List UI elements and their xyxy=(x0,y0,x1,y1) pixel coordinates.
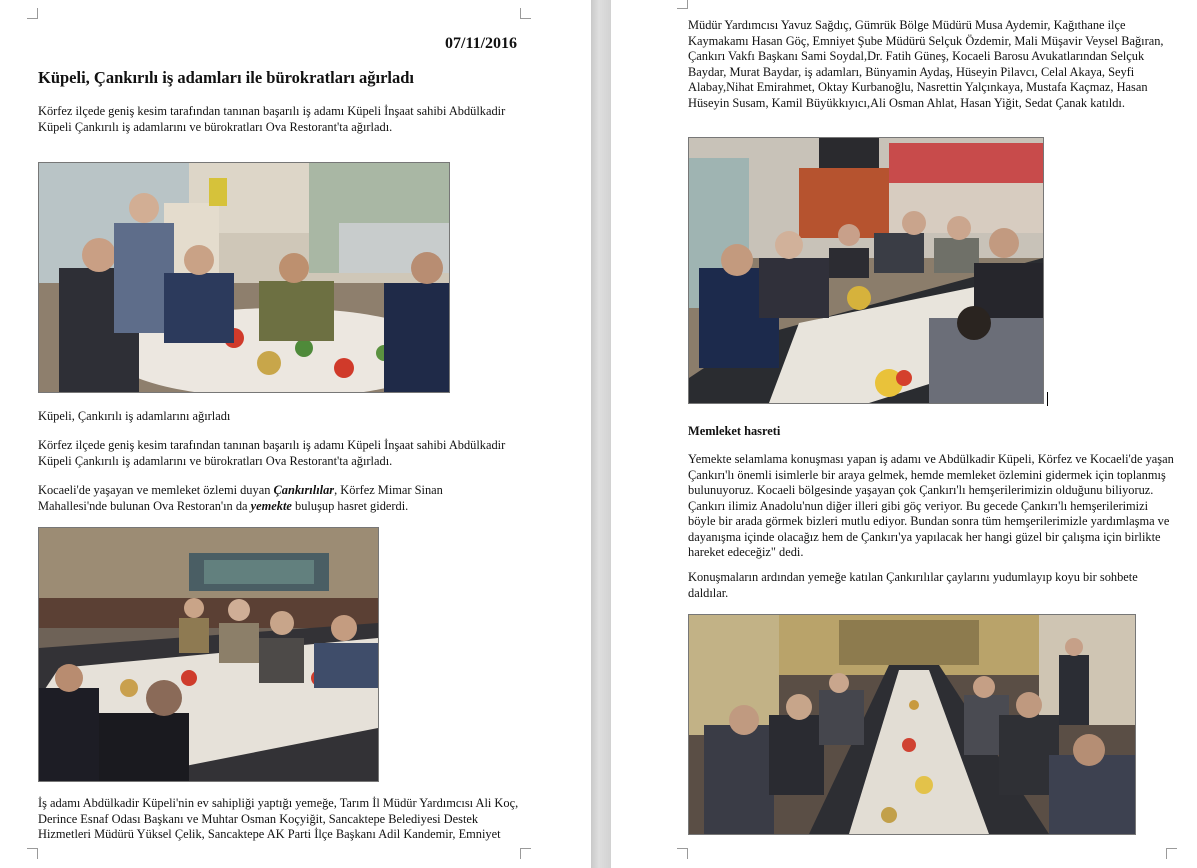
margin-marker xyxy=(27,848,38,859)
bold-italic-text: yemekte xyxy=(250,498,292,513)
closing-paragraph: Konuşmaların ardından yemeğe katılan Çankırılılar çaylarını yudumlayıp koyu bir sohbete daldılar. xyxy=(688,570,1138,600)
text-cursor xyxy=(1047,392,1048,406)
body-paragraph: Körfez ilçede geniş kesim tarafından tanınan başarılı iş adamı Küpeli İnşaat sahibi Abdülkadir Küpeli Çankırılı iş adamlarını ve bürokratları Ova Restorant'ta ağırladı. xyxy=(38,438,506,468)
bold-italic-text: Çankırılılar xyxy=(273,483,335,497)
page-gap xyxy=(591,0,611,868)
body-paragraph-attendees-cont: Müdür Yardımcısı Yavuz Sağdıç, Gümrük Bölge Müdürü Musa Aydemir, Kağıthane ilçe Kaymakamı Hasan Göç, Emniyet Şube Müdürü Selçuk Özdemir, Mali Müşavir Veysel Bağıran, Çankırı Vakfı Başkanı Sami Soydal,Dr. Fatih Güneş, Kocaeli Barosu Avukatlarından Selçuk Baydar, Murat Baydar, iş adamları, Bünyamin Aydaş, Hüseyin Pilavcı, Celal Akaya, Seyfi Alabay,Nihat Emirahmet, Oktay Kurbanoğlu, Nasrettin Yalçınkaya, Mustafa Kaçmaz, Hasan Hüseyin Susam, Kamil Büyükkıyıcı,Ali Osman Ahlat, Hasan Yiğit, Sedat Çanak katıldı. xyxy=(688,18,1164,110)
intro-paragraph: Körfez ilçede geniş kesim tarafından tanınan başarılı iş adamı Küpeli İnşaat sahibi Abdülkadir Küpeli Çankırılı iş adamlarını ve bürokratları Ova Restorant'ta ağırladı. xyxy=(38,104,506,134)
photo-long-table-dinner[interactable] xyxy=(38,527,379,782)
margin-marker xyxy=(520,8,531,19)
margin-marker xyxy=(520,848,531,859)
text-run: buluşup hasret giderdi. xyxy=(291,498,409,513)
document-page-right xyxy=(611,0,1197,868)
margin-marker xyxy=(1166,848,1177,859)
text-run: Kocaeli'de yaşayan ve memleket özlemi duyan xyxy=(38,483,274,497)
article-date: 07/11/2016 xyxy=(445,35,518,52)
photo-long-banquet[interactable] xyxy=(688,614,1136,835)
photo-caption: Küpeli, Çankırılı iş adamlarını ağırladı xyxy=(38,409,231,423)
photo-restaurant-table[interactable] xyxy=(688,137,1044,404)
photo-business-dinner[interactable] xyxy=(38,162,450,393)
margin-marker xyxy=(677,848,688,859)
speech-paragraph: Yemekte selamlama konuşması yapan iş adamı ve Abdülkadir Küpeli, Körfez ve Kocaeli'de yaşan Çankırı'lı önemli isimlerle bir araya gelmek, hemde memleket özlemini gidermek için toplanmış bulunuyoruz. Kocaeli bölgesinde yaşayan çok Çankırı'lı hemşerilerimizin olduğunu biliyoruz. Çankırı ilimiz Anadolu'nun diğer illeri gibi göç veriyor. Bu gecede Çankırı'lı hemşerilerimizi böyle bir arada görmek bizleri mutlu ediyor. Bundan sonra tüm hemşerilerimizle yardımlaşma ve dayanışma içinde olacağız hem de Çankırı'ya yapılacak her hangi güzel bir çalışma için birlikte hareket edeceğiz" dedi. xyxy=(688,452,1174,559)
body-paragraph-mixed xyxy=(38,483,498,514)
margin-marker xyxy=(27,8,38,19)
section-heading: Memleket hasreti xyxy=(688,424,781,438)
text-run: , Körfez Mimar Sinan Mahallesi'nde bulunan Ova Restoran'ın da xyxy=(38,483,443,513)
margin-marker xyxy=(677,0,688,9)
body-paragraph-attendees: İş adamı Abdülkadir Küpeli'nin ev sahipliği yaptığı yemeğe, Tarım İl Müdür Yardımcısı Ali Koç, Derince Esnaf Odası Başkanı ve Muhtar Osman Koçyiğit, Sancaktepe Belediyesi Destek Hizmetleri Müdürü Yüksel Çelik, Sancaktepe AK Parti İlçe Başkanı Adil Kandemir, Emniyet xyxy=(38,796,519,841)
article-title: Küpeli, Çankırılı iş adamları ile bürokratları ağırladı xyxy=(38,68,415,87)
document-page-left xyxy=(0,0,591,868)
